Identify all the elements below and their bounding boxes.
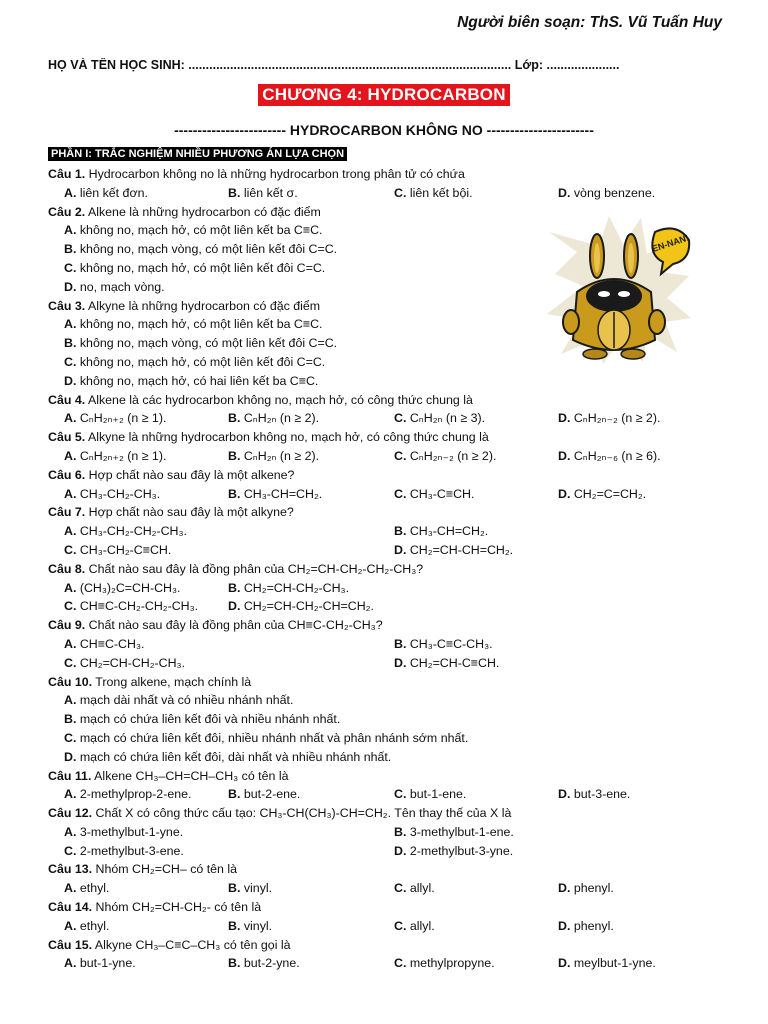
option-text: but-3-ene. [573,787,631,802]
option-text: no, mạch vòng. [79,279,165,294]
option-letter: B. [228,185,241,200]
option-text: 2-methylprop-2-ene. [79,787,192,802]
question-stem [48,673,728,692]
option-letter: C. [64,354,77,369]
option-letter: A. [64,448,77,463]
option-letter: C. [394,448,407,463]
option-letter: C. [394,486,407,501]
option-text: CH₂=C=CH₂. [573,486,647,501]
option-letter: C. [64,655,77,670]
option-letter: B. [394,636,407,651]
option-text: 3-methylbut-1-ene. [409,824,514,839]
question-number: Câu 7. [48,505,86,520]
answer-option [558,785,630,804]
option-text: CH₃-CH₂-CH₃. [79,486,161,501]
answer-option [394,842,513,861]
option-letter: B. [64,336,77,351]
options-row [48,842,728,861]
option-letter: C. [394,185,407,200]
option-letter: A. [64,317,77,332]
speech-bubble-text: EN-NAN! [650,232,691,254]
question-stem [48,560,728,579]
question-text: Chất X có công thức cấu tạo: CH₃-CH(CH₃)-CH=CH₂. Tên thay thế của X là [95,806,512,821]
answer-option [228,447,319,466]
option-text: CH₃-C≡CH. [409,486,475,501]
option-letter: D. [228,599,241,614]
option-text: vinyl. [243,918,273,933]
question-text: Trong alkene, mạch chính là [95,674,252,689]
option-letter: A. [64,693,77,708]
answer-option [64,259,325,278]
question-stem [48,767,728,786]
question-stem [48,936,728,955]
answer-option [64,729,468,748]
answer-option [64,954,136,973]
answer-option [64,579,180,598]
option-text: CH₃-CH₂-CH₂-CH₃. [79,524,187,539]
question-text: Chất nào sau đây là đồng phân của CH₂=CH-CH₂-CH₂-CH₃? [88,561,424,576]
answer-option [64,278,165,297]
answer-option [394,485,474,504]
option-text: CₙH₂ₙ (n ≥ 3). [409,411,486,426]
answer-option [64,879,109,898]
answer-option [394,954,495,973]
option-letter: C. [394,918,407,933]
option-letter: B. [228,411,241,426]
section-title: ------------------------ HYDROCARBON KHÔNG NO ----------------------- [174,122,594,138]
options-row [48,597,728,616]
option-letter: B. [394,824,407,839]
option-text: meylbut-1-yne. [573,956,656,971]
answer-option [394,917,435,936]
answer-option [228,954,300,973]
answer-option [228,579,349,598]
options-row [48,917,728,936]
question-stem [48,804,728,823]
answer-option [64,597,198,616]
option-letter: A. [64,636,77,651]
question-text: Hợp chất nào sau đây là một alkyne? [88,505,294,520]
answer-option [228,184,298,203]
option-letter: B. [228,918,241,933]
question-stem [48,860,728,879]
option-letter: C. [394,881,407,896]
option-text: vòng benzene. [573,185,656,200]
option-text: CH₂=CH-CH₂-CH₃. [243,580,350,595]
option-letter: B. [228,486,241,501]
option-letter: D. [64,279,77,294]
option-letter: C. [64,599,77,614]
answer-option [228,409,319,428]
question-number: Câu 4. [48,392,86,407]
options-row [48,954,728,973]
option-letter: B. [228,881,241,896]
option-letter: A. [64,918,77,933]
answer-option [64,541,171,560]
option-text: phenyl. [573,918,614,933]
option-text: CH₃-CH₂-C≡CH. [79,542,172,557]
question-stem [48,503,728,522]
answer-option [394,447,496,466]
option-letter: D. [558,411,571,426]
options-row [48,184,728,203]
question-number: Câu 8. [48,561,86,576]
answer-option [394,879,435,898]
option-text: CₙH₂ₙ₋₂ (n ≥ 2). [409,448,497,463]
answer-option [64,823,183,842]
answer-option [64,635,144,654]
options-row [48,748,728,767]
answer-option [64,372,318,391]
options-row [48,823,728,842]
author-credit: Người biên soạn: ThS. Vũ Tuấn Huy [457,14,722,31]
question-number: Câu 6. [48,467,86,482]
option-letter: C. [64,260,77,275]
question-stem [48,466,728,485]
option-text: but-2-ene. [243,787,301,802]
option-letter: A. [64,956,77,971]
question-text: Alkene là những hydrocarbon có đặc điểm [87,204,321,219]
answer-option [64,353,325,372]
answer-option [64,522,187,541]
option-text: không no, mạch hở, có một liên kết ba C≡C. [79,317,323,332]
chapter-title-wrap [0,84,768,106]
options-row [48,710,728,729]
option-text: CₙH₂ₙ₋₆ (n ≥ 6). [573,448,661,463]
option-letter: D. [558,918,571,933]
answer-option [64,785,191,804]
answer-option [558,409,660,428]
option-text: phenyl. [573,881,614,896]
option-text: mạch có chứa liên kết đôi và nhiều nhánh nhất. [79,712,341,727]
option-text: liên kết bội. [409,185,473,200]
option-text: mạch có chứa liên kết đôi, dài nhất và nhiều nhánh nhất. [79,749,392,764]
option-text: CH₂=CH-CH₂-CH₃. [79,655,186,670]
answer-option [64,842,184,861]
answer-option [558,447,661,466]
option-letter: A. [64,411,77,426]
option-text: 2-methylbut-3-ene. [79,843,184,858]
option-letter: C. [394,956,407,971]
answer-option [394,409,485,428]
option-text: CH₃-C≡C-CH₃. [409,636,493,651]
answer-option [64,184,148,203]
option-letter: A. [64,580,77,595]
question-text: Alkene CH₃–CH=CH–CH₃ có tên là [94,768,289,783]
answer-option [394,522,488,541]
answer-option [394,541,513,560]
options-row [48,372,728,391]
answer-option [558,954,656,973]
options-row [48,485,728,504]
option-letter: D. [394,542,407,557]
answer-option [64,334,337,353]
options-row [48,879,728,898]
option-letter: A. [64,486,77,501]
option-text: CₙH₂ₙ₋₂ (n ≥ 2). [573,411,661,426]
option-text: mạch dài nhất và có nhiều nhánh nhất. [79,693,294,708]
option-text: CH≡C-CH₂-CH₂-CH₃. [79,599,199,614]
option-text: CₙH₂ₙ₊₂ (n ≥ 1). [79,448,167,463]
option-text: không no, mạch hở, có một liên kết đôi C=C. [79,260,326,275]
student-name-line: HỌ VÀ TÊN HỌC SINH: ............................................................................................. Lớp: ..................... [48,58,620,72]
option-text: không no, mạch hở, có một liên kết ba C≡C. [79,223,323,238]
option-letter: A. [64,223,77,238]
answer-option [558,917,614,936]
answer-option [394,785,466,804]
answer-option [558,879,614,898]
option-text: CH₃-CH=CH₂. [243,486,323,501]
options-row [48,522,728,541]
option-letter: C. [64,843,77,858]
options-row [48,579,728,598]
option-letter: D. [394,843,407,858]
answer-option [64,710,340,729]
option-letter: D. [558,448,571,463]
option-letter: B. [64,242,77,257]
option-text: 2-methylbut-3-yne. [409,843,514,858]
option-letter: B. [228,787,241,802]
question-text: Chất nào sau đây là đồng phân của CH≡C-CH₂-CH₃? [88,618,383,633]
option-letter: A. [64,824,77,839]
question-stem [48,391,728,410]
option-letter: D. [558,787,571,802]
question-number: Câu 15. [48,937,93,952]
option-text: CH≡C-CH₃. [79,636,145,651]
options-row [48,654,728,673]
option-text: methylpropyne. [409,956,495,971]
question-text: Nhóm CH₂=CH-CH₂- có tên là [95,900,262,915]
option-text: CH₂=CH-CH₂-CH=CH₂. [243,599,374,614]
options-row [48,541,728,560]
option-letter: A. [64,524,77,539]
answer-option [64,654,185,673]
option-text: but-1-yne. [79,956,136,971]
option-letter: D. [558,956,571,971]
option-text: CₙH₂ₙ (n ≥ 2). [243,448,320,463]
options-row [48,691,728,710]
question-number: Câu 1. [48,167,86,181]
answer-option [228,485,322,504]
answer-option [228,785,300,804]
option-letter: B. [64,712,77,727]
option-text: allyl. [409,881,435,896]
question-stem [48,898,728,917]
answer-option [64,409,166,428]
answer-option [228,597,374,616]
answer-option [558,485,646,504]
question-text: Nhóm CH₂=CH– có tên là [95,862,238,877]
option-text: liên kết đơn. [79,185,148,200]
option-text: CH₂=CH-C≡CH. [409,655,500,670]
option-letter: B. [228,448,241,463]
option-text: mạch có chứa liên kết đôi, nhiều nhánh nhất và phân nhánh sớm nhất. [79,730,469,745]
question-text: Alkyne CH₃–C≡C–CH₃ có tên gọi là [94,937,291,952]
option-letter: D. [558,185,571,200]
answer-option [64,485,160,504]
option-text: allyl. [409,918,435,933]
question-number: Câu 12. [48,806,93,821]
answer-option [64,748,391,767]
option-letter: D. [64,749,77,764]
option-text: but-1-ene. [409,787,467,802]
option-text: không no, mạch vòng, có một liên kết đôi C=C. [79,336,338,351]
option-letter: C. [64,730,77,745]
option-text: but-2-yne. [243,956,300,971]
question-stem [48,428,728,447]
answer-option [64,447,166,466]
option-letter: B. [228,956,241,971]
question-number: Câu 14. [48,900,93,915]
option-letter: C. [394,411,407,426]
option-letter: A. [64,881,77,896]
question-number: Câu 9. [48,618,86,633]
options-row [48,447,728,466]
option-text: CH₂=CH-CH=CH₂. [409,542,514,557]
question-stem [48,616,728,635]
options-row [48,635,728,654]
question-number: Câu 5. [48,430,86,445]
question-number: Câu 3. [48,298,86,313]
option-text: CH₃-CH=CH₂. [409,524,489,539]
option-text: CₙH₂ₙ (n ≥ 2). [243,411,320,426]
chapter-title: CHƯƠNG 4: HYDROCARBON [258,84,509,106]
option-letter: D. [558,881,571,896]
answer-option [394,635,493,654]
option-text: vinyl. [243,881,273,896]
option-text: không no, mạch hở, có hai liên kết ba C≡C. [79,373,319,388]
option-letter: D. [558,486,571,501]
question-text: Alkyne là những hydrocarbon không no, mạch hở, có công thức chung là [87,430,489,445]
option-text: ethyl. [79,918,110,933]
option-letter: A. [64,787,77,802]
answer-option [64,221,323,240]
answer-option [394,823,514,842]
option-letter: C. [394,787,407,802]
answer-option [394,184,473,203]
answer-option [64,691,293,710]
question-text: Hợp chất nào sau đây là một alkene? [88,467,295,482]
answer-option [64,315,323,334]
option-text: ethyl. [79,881,110,896]
question-number: Câu 2. [48,204,86,219]
answer-option [558,184,655,203]
option-text: (CH₃)₂C=CH-CH₃. [79,580,181,595]
question-text: Alkene là các hydrocarbon không no, mạch hở, có công thức chung là [87,392,473,407]
option-letter: D. [394,655,407,670]
option-text: 3-methylbut-1-yne. [79,824,184,839]
question-number: Câu 11. [48,768,92,783]
options-row [48,729,728,748]
option-text: CₙH₂ₙ₊₂ (n ≥ 1). [79,411,167,426]
question-text: Hydrocarbon không no là những hydrocarbon trong phân tử có chứa [88,167,465,181]
question-text: Alkyne là những hydrocarbon có đặc điểm [87,298,321,313]
options-row [48,785,728,804]
part-label: PHẦN I: TRẮC NGHIỆM NHIỀU PHƯƠNG ÁN LỰA CHỌN [48,147,347,161]
option-letter: A. [64,185,77,200]
answer-option [228,917,272,936]
option-text: liên kết σ. [243,185,298,200]
option-letter: D. [64,373,77,388]
answer-option [228,879,272,898]
options-row [48,409,728,428]
answer-option [64,240,337,259]
option-letter: C. [64,542,77,557]
rabbit-mascot-illustration [543,214,693,366]
answer-option [64,917,109,936]
option-letter: B. [394,524,407,539]
option-text: không no, mạch hở, có một liên kết đôi C=C. [79,354,326,369]
question-number: Câu 13. [48,862,93,877]
option-text: không no, mạch vòng, có một liên kết đôi C=C. [79,242,338,257]
answer-option [394,654,499,673]
question-stem [48,165,728,184]
option-letter: B. [228,580,241,595]
question-number: Câu 10. [48,674,93,689]
